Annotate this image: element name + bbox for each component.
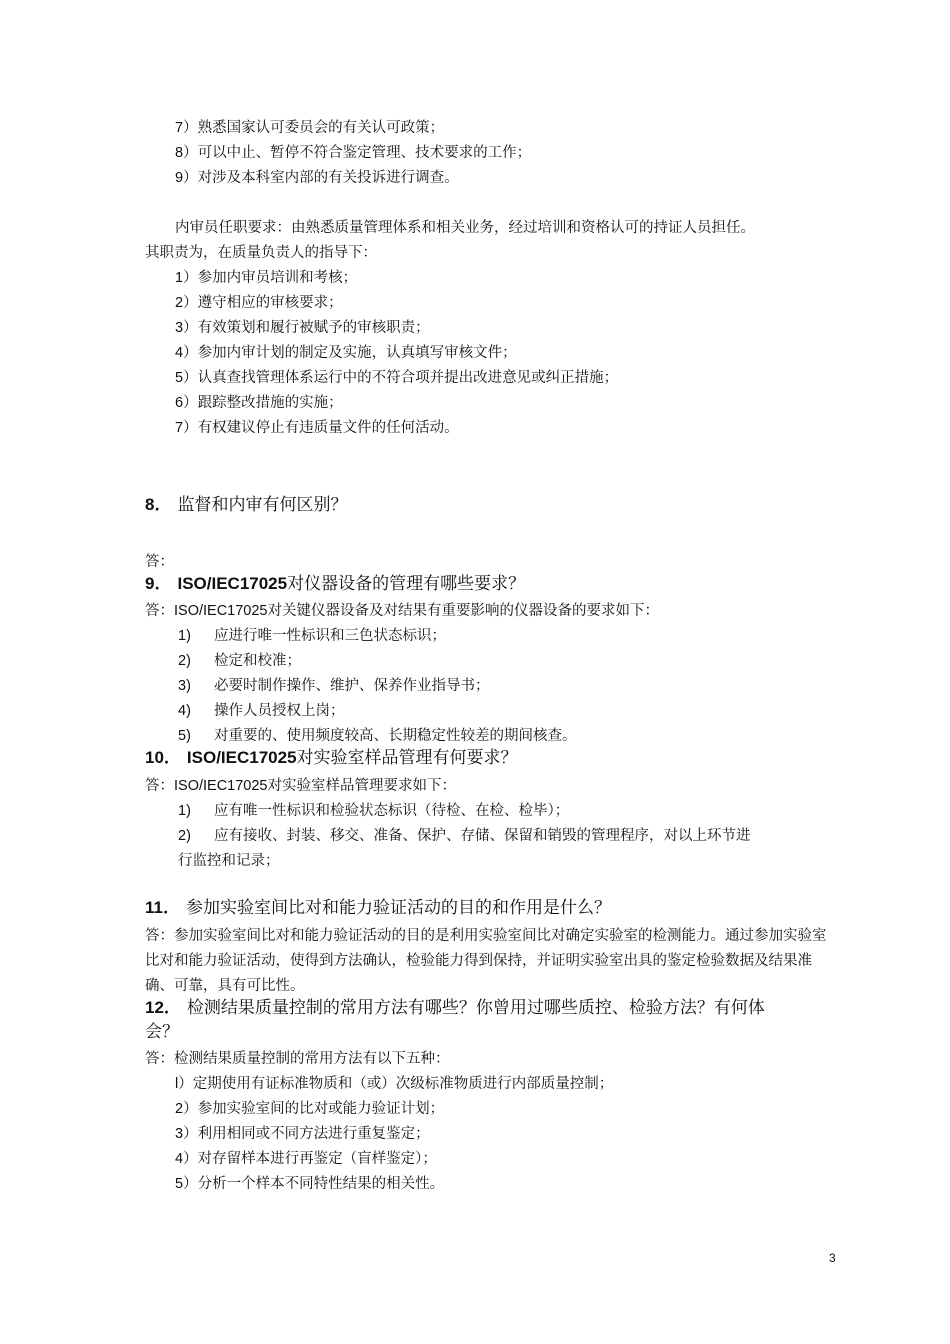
auditor-intro-cont: 其职责为，在质量负责人的指导下：	[145, 245, 377, 261]
list-item: 3）利用相同或不同方法进行重复鉴定；	[175, 1126, 430, 1142]
auditor-intro: 内审员任职要求：由熟悉质量管理体系和相关业务，经过培训和资格认可的持证人员担任。	[175, 220, 755, 236]
list-item: 2）参加实验室间的比对或能力验证计划；	[175, 1101, 445, 1117]
list-item: 5）认真查找管理体系运行中的不符合项并提出改进意见或纠正措施；	[175, 370, 619, 386]
list-item: 2) 应有接收、封装、移交、准备、保护、存储、保留和销毁的管理程序，对以上环节进	[178, 828, 751, 844]
list-item: 1) 应有唯一性标识和检验状态标识（待检、在检、检毕）；	[178, 803, 570, 819]
page-number: 3	[829, 1251, 836, 1265]
list-item: 2) 检定和校准；	[178, 653, 301, 669]
list-item: 7）有权建议停止有违质量文件的任何活动。	[175, 420, 459, 436]
list-item: 4) 操作人员授权上岗；	[178, 703, 345, 719]
list-item: 2）遵守相应的审核要求；	[175, 295, 343, 311]
question-12-cont: 会？	[145, 1022, 179, 1042]
list-item: 5) 对重要的、使用频度较高、长期稳定性较差的期间核查。	[178, 728, 577, 744]
question-8: 8． 监督和内审有何区别？	[145, 495, 348, 515]
list-item: 5）分析一个样本不同特性结果的相关性。	[175, 1176, 445, 1192]
list-item: 8）可以中止、暂停不符合鉴定管理、技术要求的工作；	[175, 145, 532, 161]
answer-8: 答：	[145, 554, 174, 570]
list-item: l）定期使用有证标准物质和（或）次级标准物质进行内部质量控制；	[175, 1076, 614, 1092]
list-item: 4）对存留样本进行再鉴定（盲样鉴定）；	[175, 1151, 437, 1167]
answer-10: 答：ISO/IEC17025对实验室样品管理要求如下：	[145, 778, 456, 794]
list-item: 7）熟悉国家认可委员会的有关认可政策；	[175, 120, 445, 136]
list-item: 3) 必要时制作操作、维护、保养作业指导书；	[178, 678, 490, 694]
list-item: 1）参加内审员培训和考核；	[175, 270, 358, 286]
list-item: 3）有效策划和履行被赋予的审核职责；	[175, 320, 430, 336]
list-item: 9）对涉及本科室内部的有关投诉进行调查。	[175, 170, 459, 186]
question-11: 11． 参加实验室间比对和能力验证活动的目的和作用是什么？	[145, 898, 611, 918]
answer-12: 答：检测结果质量控制的常用方法有以下五种：	[145, 1051, 450, 1067]
list-item: 6）跟踪整改措施的实施；	[175, 395, 343, 411]
list-item-cont: 行监控和记录；	[178, 853, 280, 869]
answer-9: 答：ISO/IEC17025对关键仪器设备及对结果有重要影响的仪器设备的要求如下：	[145, 603, 659, 619]
answer-11: 答：参加实验室间比对和能力验证活动的目的是利用实验室间比对确定实验室的检测能力。通过参加实验室比对和能力验证活动，使得到方法确认，检验能力得到保持，并证明实验室出具的鉴定检验数据及结果准确、可靠，具有可比性。	[145, 928, 827, 994]
question-10: 10． ISO/IEC17025对实验室样品管理有何要求？	[145, 748, 518, 768]
list-item: 4）参加内审计划的制定及实施，认真填写审核文件；	[175, 345, 517, 361]
question-12: 12． 检测结果质量控制的常用方法有哪些？你曾用过哪些质控、检验方法？有何体	[145, 998, 765, 1018]
question-9: 9． ISO/IEC17025对仪器设备的管理有哪些要求？	[145, 574, 526, 594]
list-item: 1) 应进行唯一性标识和三色状态标识；	[178, 628, 446, 644]
